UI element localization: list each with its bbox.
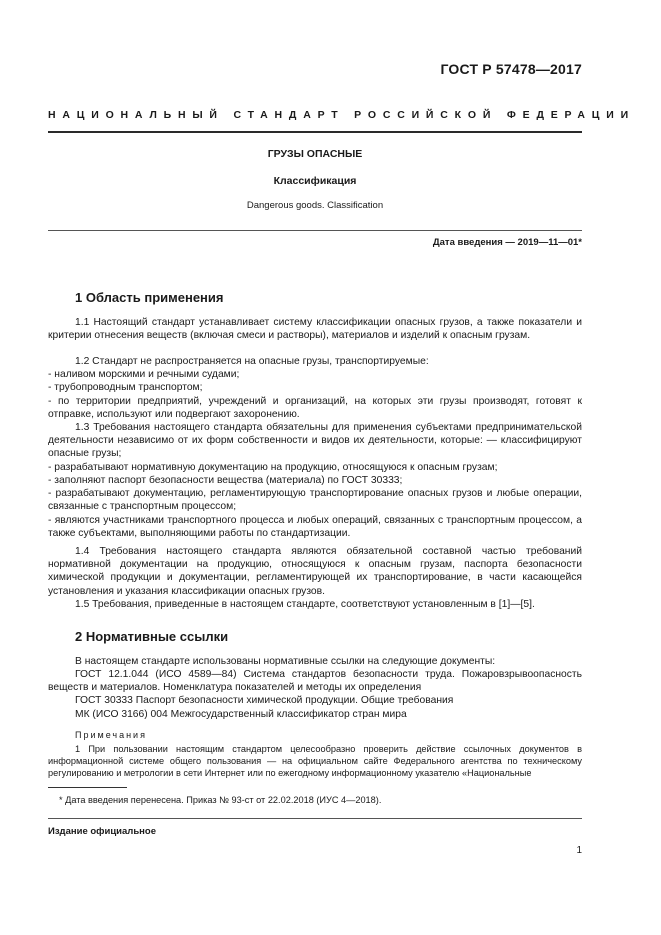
list-item: - разрабатывают нормативную документацию на продукцию, относящуюся к опасным грузам; [48,462,498,473]
list-item: - разрабатывают документацию, регламентирующую транспортирование опасных грузов и любые операции, связанные с транспортным процессом; [48,488,582,513]
national-standard-banner: НАЦИОНАЛЬНЫЙ СТАНДАРТ РОССИЙСКОЙ ФЕДЕРАЦИИ [48,109,635,121]
note-1: 1 При пользовании настоящим стандартом целесообразно проверить действие ссылочных документов в информационной системе общего пользования — на официальном сайте Федерального агентства по техническому регулированию и метрологии в сети Интернет или по ежегодному информационному указателю «Национальные [48,744,582,779]
header-rule [48,131,582,133]
document-subtitle: Классификация [273,175,357,187]
notes-heading: Примечания [75,730,147,740]
reference-item: ГОСТ 12.1.044 (ИСО 4589—84) Система стандартов безопасности труда. Пожаровзрывоопасность веществ и материалов. Номенклатура показателей и методы их определения [48,669,582,694]
footer-rule [48,818,582,819]
paragraph-1-5: 1.5 Требования, приведенные в настоящем стандарте, соответствуют установленным в [1]—[5]. [75,599,535,610]
introduction-date: Дата введения — 2019—11—01* [432,237,582,248]
list-item: - трубопроводным транспортом; [48,382,203,393]
list-item: - по территории предприятий, учреждений и организаций, на которых эти грузы производят, готовят к отправке, используют или подвергают захоронению. [48,396,582,421]
paragraph-2-intro: В настоящем стандарте использованы нормативные ссылки на следующие документы: [75,656,496,667]
section-1-heading: 1 Область применения [75,290,224,305]
paragraph-1-4: 1.4 Требования настоящего стандарта являются обязательной составной частью требований нормативной документации на продукцию, относящуюся к опасным грузам, паспорта безопасности химической продукции и документации, регламентирующей их транспортирование, в части касающейся установления и указания классификации опасных грузов. [48,546,582,597]
list-item: - являются участниками транспортного процесса и любых операций, связанных с транспортным процессом, а также субъектами, выполняющими работы по стандартизации. [48,515,582,540]
paragraph-1-2: 1.2 Стандарт не распространяется на опасные грузы, транспортируемые: [75,356,429,367]
standard-code: ГОСТ Р 57478—2017 [440,61,582,77]
document-title: ГРУЗЫ ОПАСНЫЕ [267,148,363,160]
edition-label: Издание официальное [48,826,156,837]
reference-item: ГОСТ 30333 Паспорт безопасности химической продукции. Общие требования [75,695,454,706]
footnote-rule [48,787,127,788]
title-rule [48,230,582,231]
page-number: 1 [576,845,582,856]
reference-item: МК (ИСО 3166) 004 Межгосударственный классификатор стран мира [75,709,407,720]
section-2-heading: 2 Нормативные ссылки [75,629,229,644]
list-item: - наливом морскими и речными судами; [48,369,240,380]
paragraph-1-3: 1.3 Требования настоящего стандарта обязательны для применения субъектами предпринимательской деятельности независимо от их форм собственности и видов их деятельности, которые: — классифицируют опасные грузы; [48,422,582,460]
footnote: * Дата введения перенесена. Приказ № 93-ст от 22.02.2018 (ИУС 4—2018). [59,795,382,805]
paragraph-1-1: 1.1 Настоящий стандарт устанавливает систему классификации опасных грузов, а также показатели и критерии отнесения веществ (включая смеси и растворы), материалов и изделий к опасным грузам. [48,317,582,342]
list-item: - заполняют паспорт безопасности вещества (материала) по ГОСТ 30333; [48,475,403,486]
document-title-english: Dangerous goods. Classification [246,200,384,211]
